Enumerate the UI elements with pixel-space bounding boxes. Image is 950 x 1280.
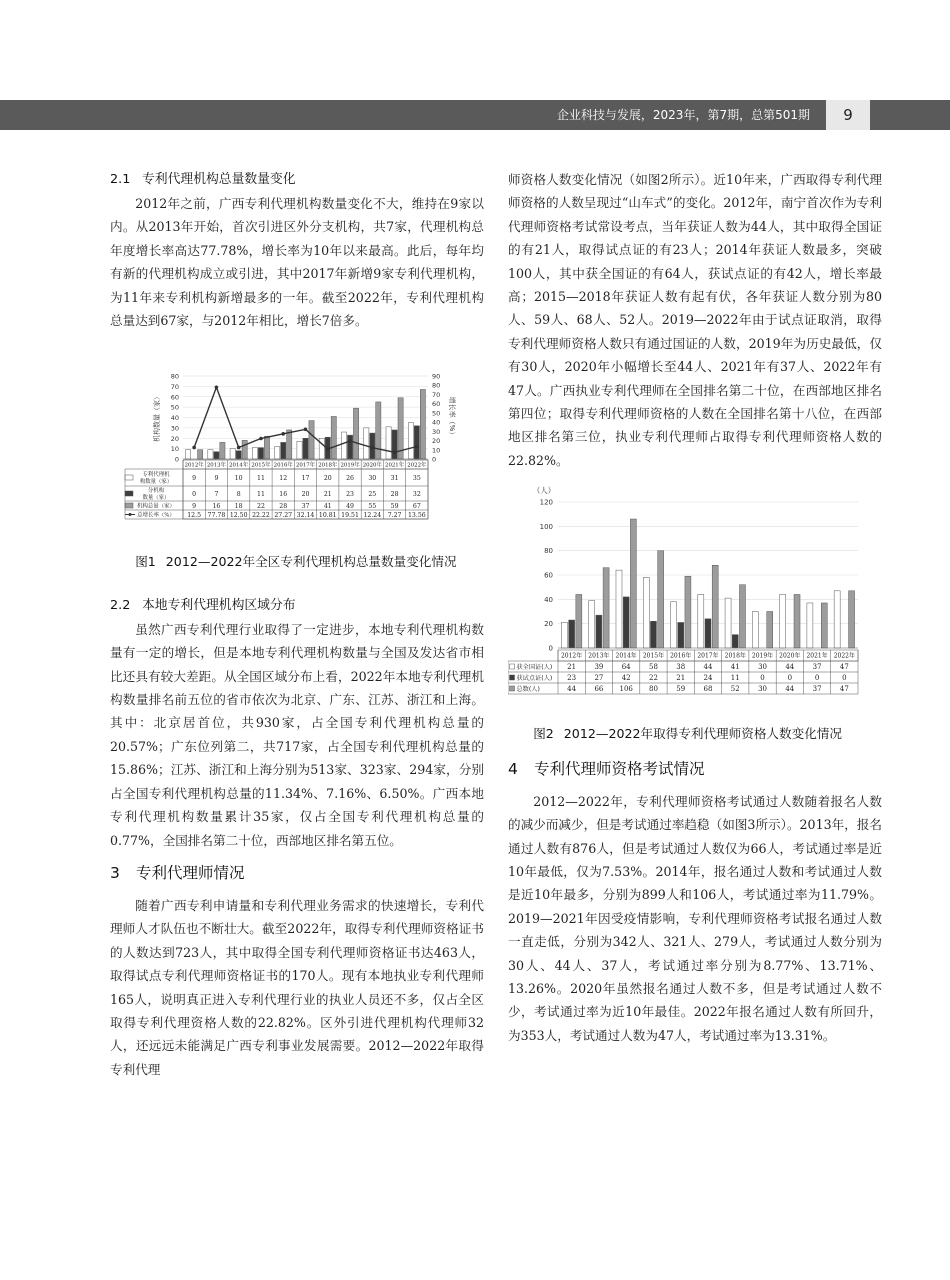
bar [420,390,425,460]
figure-1-caption [110,550,484,573]
table-value: 10.81 [318,512,337,520]
table-value: 37 [812,663,822,672]
bar [303,439,308,460]
table-value: 28 [390,491,399,499]
table-value: 12 [279,475,288,483]
table-category-label: 2014年 [229,462,249,469]
table-value: 21 [676,674,686,683]
table-value: 11 [730,674,740,683]
line-point [192,446,196,450]
table-value: 49 [346,503,354,511]
bar [794,595,800,649]
table-category-label: 2020年 [779,652,801,660]
table-category-label: 2013年 [588,652,610,660]
y-tick-label: 50 [170,404,179,413]
bar [364,428,369,459]
bar [220,443,225,460]
table-category-label: 2018年 [318,462,338,469]
figure-1 [110,368,484,573]
legend-label: 机构总量（家） [137,503,175,510]
bar [752,612,758,649]
table-value: 35 [412,475,421,483]
legend-label: 总增长率（%） [137,512,175,519]
bar [230,449,235,459]
table-value: 67 [412,503,421,511]
section-2-1-paragraph: 2012年之前，广西专利代理机构数量变化不大，维持在9家以内。从2013年开始，首次引进区外分支机构，共7家，代理机构总年度增长率高达77.78%，增长率为10年以来最高。此后，每年均有新的代理机构成立或引进，其中2017年新增9家专利代理机构，为11年来专利机构新增最多的一年。截至2022年，专利代理机构总量达到67家，与2012年相比，增长7倍多。 [110,196,484,329]
legend-label: 总数(人) [516,686,540,694]
table-category-label: 2017年 [697,652,719,660]
table-category-label: 2013年 [206,462,226,469]
bar [576,595,582,649]
bar [698,595,704,649]
section-3-number: 3 [110,863,120,882]
table-value: 32 [412,491,421,499]
table-category-label: 2015年 [251,462,271,469]
bar [678,623,684,649]
table-category-label: 2015年 [642,652,665,660]
table-category-label: 2017年 [295,462,316,469]
bar [414,426,419,459]
legend-label: 获全国证(人) [516,664,553,672]
line-point [326,448,330,452]
table-value: 32.14 [296,512,315,520]
bar [569,620,575,648]
section-2-2-number: 2.2 [110,597,131,613]
table-value: 0 [814,674,820,683]
table-value: 13.56 [408,512,426,520]
y-tick-label: 80 [170,372,179,381]
table-value: 22.22 [252,512,270,520]
legend-label: 构数量（家） [139,479,173,486]
table-value: 21 [567,663,577,672]
y2-tick-label: 40 [432,419,441,428]
section-2-2-heading [110,594,484,618]
y2-tick-label: 60 [432,400,441,409]
bar [392,430,397,459]
legend-swatch [125,503,133,508]
y2-tick-label: 70 [432,391,441,400]
table-value: 7 [214,491,219,499]
table-category-label: 2012年 [560,652,583,660]
y2-tick-label: 90 [432,372,441,381]
y-tick-label: 70 [170,383,179,392]
table-value: 28 [279,503,288,511]
bar [589,601,595,648]
figure-2 [508,484,882,745]
bar [258,448,263,459]
y2-tick-label: 80 [432,382,441,391]
bar [623,597,629,648]
table-value: 10 [234,475,243,483]
y-axis-label: 机构数量（家） [153,393,161,443]
figure-1-caption-number: 图1 [135,554,156,570]
bar [331,417,336,460]
table-value: 9 [192,475,197,483]
bar [214,452,219,459]
bar [849,591,855,648]
bar [630,519,636,648]
table-value: 27 [594,674,604,683]
line-point [393,451,397,455]
legend-swatch [510,664,515,669]
y2-tick-label: 0 [432,455,437,464]
bar [353,409,358,460]
table-value: 30 [758,685,768,694]
bar [252,448,257,459]
running-header [0,100,950,130]
bar [807,603,813,648]
table-value: 41 [323,503,332,511]
y-tick-label: 20 [544,620,553,629]
table-value: 18 [234,503,243,511]
legend-label: 获试点证(人) [516,675,553,683]
table-value: 42 [621,674,631,683]
table-value: 8 [236,491,241,499]
line-point [348,440,352,444]
table-value: 106 [619,685,633,694]
line-point [304,428,308,432]
table-value: 58 [648,663,658,672]
bar [616,570,622,648]
table-value: 0 [192,491,197,499]
section-3-paragraph: 随着广西专利申请量和专利代理业务需求的快速增长，专利代理师人才队伍也不断壮大。截至2022年，取得专利代理师资格证书的人数达到723人，其中取得全国专利代理师资格证书达463人，取得试点专利代理师资格证书的170人。现有本地执业专利代理师165人，说明真正进入专利代理行业的执业人员还不多，仅占全区取得专利代理资格人数的22.82%。区外引进代理机构代理师32人，还远远未能满足广西专利事业发展需要。2012—2022年取得专利代理 [110,897,484,1077]
y2-tick-label: 10 [432,446,441,455]
bar [596,615,602,648]
legend-label: 分机构 [147,488,165,495]
y2-tick-label: 30 [432,428,441,437]
bar [658,551,664,648]
section-4-title: 专利代理师资格考试情况 [534,759,705,778]
bar [341,432,346,459]
line-point [215,386,219,390]
bar [767,612,773,649]
table-value: 23 [567,674,577,683]
table-value: 11 [257,475,265,483]
bar [725,598,731,648]
table-value: 44 [567,685,577,694]
bar [242,441,247,460]
legend-swatch [125,475,133,480]
section-2-1-number: 2.1 [110,172,131,187]
section-2-2-paragraph: 虽然广西专利代理行业取得了一定进步，本地专利代理机构数量有一定的增长，但是本地专利代理机构数量与全国及发达省市相比还具有较大差距。从全国区域分布上看，2022年本地专利代理机构数量排名前五位的省市依次为北京、广东、江苏、浙江和上海。其中：北京居首位，共930家，占全国专利代理机构总量的20.57%；广东位列第二，共717家，占全国专利代理机构总量的15.86%；江苏、浙江和上海分别为513家、323家、294家，分别占全国专利代理机构总量的11.34%、7.16%、6.50%。广西本地专利代理机构数量累计35家，仅占全国专利代理机构总量的0.77%，全国排名第二十位，西部地区排名第五位。 [110,621,484,848]
table-category-label: 2022年 [833,652,856,660]
table-value: 27.27 [274,512,293,520]
table-value: 77.78 [207,512,226,520]
section-3-paragraph-continued: 师资格人数变化情况（如图2所示）。近10年来，广西取得专利代理师资格的人数呈现过“山车式”的变化。2012年，南宁首次作为专利代理师资格考试常设考点，当年获证人数为44人，其中取得全国证的有21人，取得试点证的有23人；2014年获证人数最多，突破100人，其中获全国证的有64人，获试点证的有42人，增长率最高；2015—2018年获证人数有起有伏，各年获证人数分别为80人、59人、68人、52人。2019—2022年由于试点证取消，取得专利代理师资格人数只有通过国证的人数，2019年为历史最低，仅有30人，2020年小幅增长至44人、2021年有37人、2022年有47人。广西执业专利代理师在全国排名第二十位，在西部地区排名第四位；取得专利代理师资格的人数在全国排名第十八位，在西部地区排名第三位，执业专利代理师占取得专利代理师资格人数的22.82%。 [508,172,882,468]
line-point [371,446,375,450]
y2-axis-label: 增长率（%） [448,397,456,439]
legend-swatch [510,675,515,680]
page-number: 9 [843,106,853,124]
y-tick-label: 20 [170,435,179,444]
table-value: 80 [648,685,658,694]
bar [186,450,191,459]
bar [309,421,314,459]
table-value: 30 [368,475,377,483]
table-value: 9 [214,475,219,483]
table-value: 12.5 [187,512,202,520]
y2-tick-label: 20 [432,437,441,446]
bar [834,591,840,648]
table-value: 20 [301,491,310,499]
figure-2-caption-text: 2012—2022年取得专利代理师资格人数变化情况 [563,726,842,742]
table-value: 16 [212,503,221,511]
table-category-label: 2016年 [670,652,692,660]
line-point [237,446,241,450]
table-value: 41 [730,663,740,672]
bar [732,635,738,648]
bar [376,402,381,459]
table-value: 11 [257,491,265,499]
figure-1-chart [110,368,484,540]
y-tick-label: 80 [544,547,553,556]
table-value: 17 [301,475,310,483]
table-category-label: 2020年 [362,462,382,469]
y-tick-label: 40 [170,414,179,423]
y-tick-label: 40 [544,596,553,605]
table-value: 0 [787,674,793,683]
section-4-paragraph: 2012—2022年，专利代理师资格考试通过人数随着报名人数的减少而减少，但是考试通过率趋稳（如图3所示）。2013年，报名通过人数有876人，但是考试通过人数仅为66人，考试通过率是近10年最低，仅为7.53%。2014年，报名通过人数和考试通过人数是近10年最多，分别为899人和106人，考试通过率为11.79%。2019—2021年因受疫情影响，专利代理师资格考试报名通过人数一直走低，分别为342人、321人、279人，考试通过人数分别为30人、44人、37人，考试通过率分别为8.77%、13.71%、13.26%。2020年虽然报名通过人数不多，但是考试通过人数不少，考试通过率为近10年最佳。2022年报名通过人数有所回升，为353人，考试通过人数为47人，考试通过率为13.31%。 [508,793,882,1043]
bar [780,595,786,649]
table-value: 16 [279,491,288,499]
line-point [415,445,419,449]
bar [198,450,203,459]
table-category-label: 2018年 [724,652,746,660]
bar [408,423,413,459]
figure-2-chart [508,484,882,714]
table-value: 7.27 [387,512,402,520]
table-value: 25 [368,491,377,499]
y-tick-label: 30 [170,424,179,433]
bar [287,430,292,459]
table-value: 26 [346,475,354,483]
table-value: 59 [676,685,686,694]
y-tick-label: 10 [170,445,179,454]
bar [712,566,718,649]
table-value: 24 [703,674,713,683]
table-value: 44 [785,663,795,672]
table-value: 39 [594,663,604,672]
table-value: 44 [703,663,713,672]
table-value: 23 [346,491,354,499]
table-value: 19.51 [341,512,359,520]
section-3-heading [110,860,484,886]
table-value: 64 [621,663,631,672]
section-3-title: 专利代理师情况 [136,863,245,882]
table-value: 59 [390,503,399,511]
table-category-label: 2021年 [806,652,828,660]
legend-swatch [125,491,133,496]
y-tick-label: 60 [544,571,553,580]
table-value: 0 [842,674,847,683]
legend-swatch [510,686,515,691]
bar [561,623,567,649]
bar [275,447,280,459]
bar [281,443,286,460]
section-2-1-title: 专利代理机构总量数量变化 [142,172,296,187]
line-point [281,432,285,436]
table-value: 9 [192,503,197,511]
table-value: 37 [812,685,822,694]
bar [386,427,391,459]
line-point [259,437,263,441]
table-value: 44 [785,685,795,694]
table-value: 47 [839,663,849,672]
table-category-label: 2014年 [615,652,637,660]
bar [603,568,609,648]
figure-2-caption-number: 图2 [533,726,554,742]
y-tick-label: 0 [174,455,179,464]
section-4-heading [508,756,882,782]
right-column [508,168,882,1047]
table-category-label: 2019年 [751,652,774,660]
bar [264,437,269,460]
section-2-2-title: 本地专利代理机构区域分布 [142,597,296,613]
bar [643,578,649,649]
y-tick-label: 60 [170,393,179,402]
bar [705,619,711,648]
journal-info: 企业科技与发展，2023年，第7期，总第501期 [556,108,810,122]
y-tick-label: 120 [539,498,553,507]
y-tick-label: 0 [548,644,553,653]
table-value: 66 [594,685,604,694]
table-value: 37 [301,503,310,511]
table-value: 20 [323,475,332,483]
bar [236,451,241,459]
table-value: 12.50 [229,512,248,520]
bar [347,436,352,460]
section-2-1-heading [110,168,484,192]
y2-tick-label: 50 [432,409,441,418]
bar [650,622,656,649]
table-category-label: 2012年 [184,462,204,469]
figure-2-caption [508,722,882,745]
bar [685,576,691,648]
table-value: 22 [257,503,265,511]
table-category-label: 2016年 [273,462,293,469]
table-value: 38 [676,663,686,672]
table-value: 68 [703,685,713,694]
bar [671,602,677,648]
table-value: 55 [368,503,377,511]
legend-label: 数量（家） [142,495,170,502]
legend-line-marker [129,513,132,516]
table-value: 52 [730,685,740,694]
left-column [110,168,484,1081]
table-value: 30 [758,663,768,672]
table-value: 47 [839,685,849,694]
table-value: 22 [648,674,658,683]
table-value: 12.24 [363,512,382,520]
table-category-label: 2019年 [340,462,360,469]
y-unit-label: （人） [532,486,556,496]
table-value: 31 [390,475,399,483]
section-4-number: 4 [508,759,518,778]
table-category-label: 2022年 [407,462,427,469]
bar [297,442,302,460]
bar [208,450,213,459]
bar [739,585,745,648]
legend-label: 专利代理机 [142,472,170,479]
y-tick-label: 100 [539,523,553,532]
table-value: 21 [323,491,332,499]
table-category-label: 2021年 [385,462,405,469]
bar [821,603,827,648]
table-value: 0 [760,674,765,683]
figure-1-caption-text: 2012—2022年全区专利代理机构总量数量变化情况 [165,554,457,570]
